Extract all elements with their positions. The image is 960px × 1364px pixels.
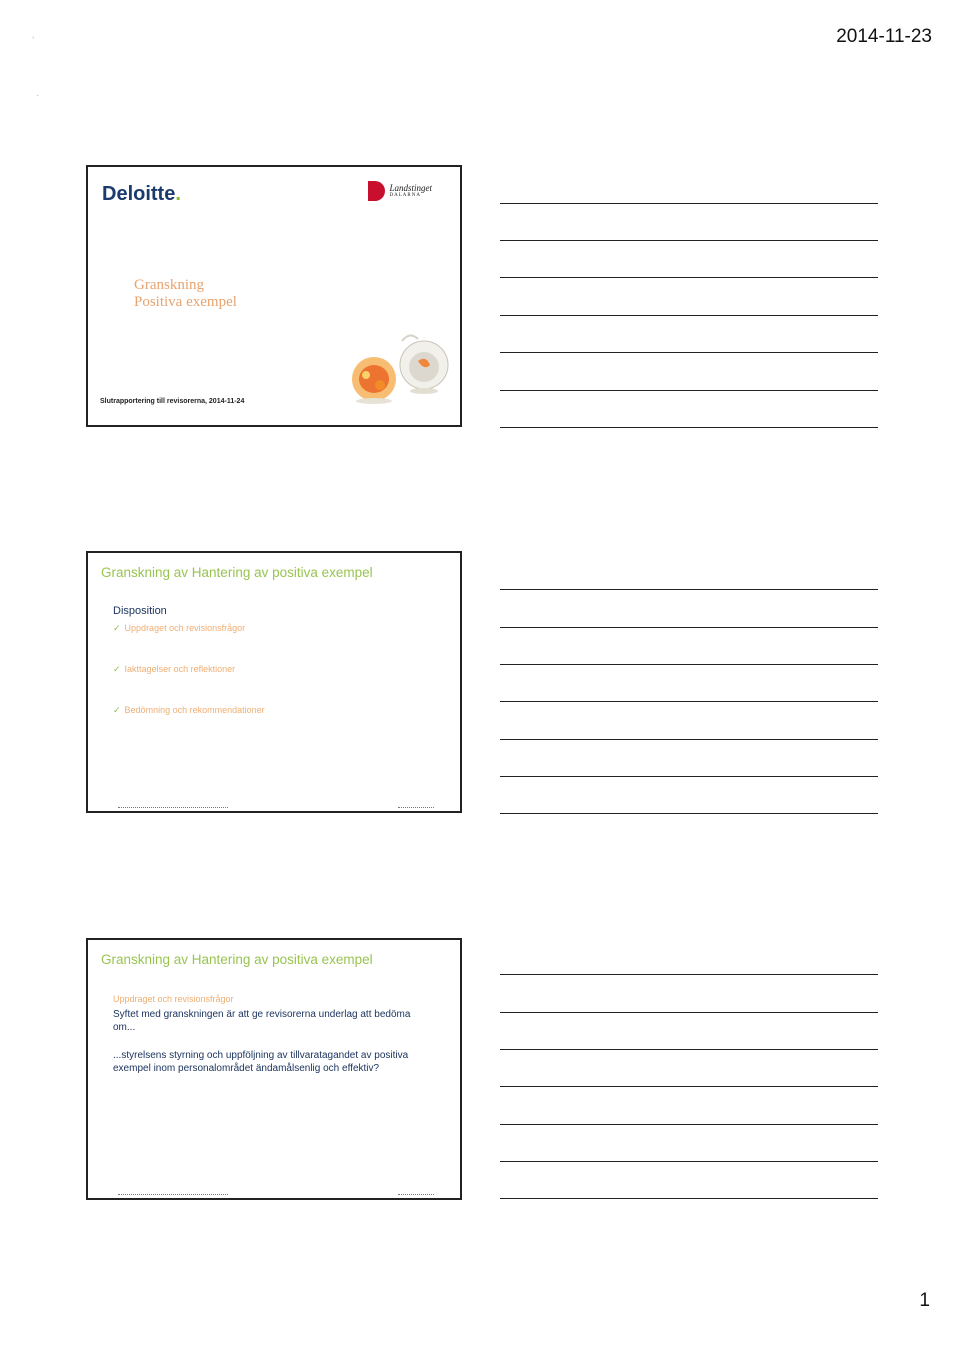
slide-copyright bbox=[398, 807, 434, 809]
note-line bbox=[500, 1124, 878, 1125]
landstinget-logo: Landstinget DALARNA bbox=[371, 181, 432, 201]
note-line bbox=[500, 427, 878, 428]
note-line bbox=[500, 1049, 878, 1050]
landstinget-mark-icon bbox=[371, 181, 385, 201]
slide-thumbnail-3 bbox=[86, 938, 462, 1200]
note-line bbox=[500, 1161, 878, 1162]
goldfish-bowls-image bbox=[344, 327, 456, 405]
slide-copyright bbox=[398, 1194, 434, 1196]
slide-title: Granskning av Hantering av positiva exempel bbox=[101, 565, 373, 580]
note-line bbox=[500, 1198, 878, 1199]
note-line bbox=[500, 352, 878, 353]
print-date: 2014-11-23 bbox=[836, 26, 932, 47]
slide-subtitle: Uppdraget och revisionsfrågor bbox=[113, 994, 234, 1004]
purpose-paragraph: Syftet med granskningen är att ge revisorerna underlag att bedöma om... bbox=[113, 1009, 411, 1033]
agenda-item: ✓ Iakttagelser och reflektioner bbox=[113, 664, 236, 674]
slide-footer-text bbox=[118, 807, 228, 809]
question-paragraph: ...styrelsens styrning och uppföljning av tillvaratagandet av positiva exempel inom personalområdet ändamålsenlig och effektiv? bbox=[113, 1050, 409, 1074]
slide-footer: Slutrapportering till revisorerna, 2014-11-24 bbox=[100, 398, 245, 405]
note-line bbox=[500, 627, 878, 628]
deloitte-logo: Deloitte. bbox=[102, 183, 181, 205]
check-icon: ✓ bbox=[113, 705, 121, 715]
note-line bbox=[500, 277, 878, 278]
scan-mark: ʼ bbox=[32, 36, 35, 47]
note-line bbox=[500, 203, 878, 204]
note-line bbox=[500, 589, 878, 590]
slide-title: Granskning Positiva exempel bbox=[134, 277, 237, 310]
agenda-item: ✓ Uppdraget och revisionsfrågor bbox=[113, 623, 246, 633]
note-line bbox=[500, 813, 878, 814]
slide-footer-text bbox=[118, 1194, 228, 1196]
disposition-label: Disposition bbox=[113, 605, 167, 617]
note-line bbox=[500, 974, 878, 975]
note-line bbox=[500, 701, 878, 702]
check-icon: ✓ bbox=[113, 664, 121, 674]
check-icon: ✓ bbox=[113, 623, 121, 633]
note-line bbox=[500, 664, 878, 665]
note-line bbox=[500, 390, 878, 391]
scan-mark: · bbox=[36, 90, 40, 101]
page-number: 1 bbox=[919, 1290, 930, 1311]
agenda-item: ✓ Bedömning och rekommendationer bbox=[113, 705, 265, 715]
note-line bbox=[500, 240, 878, 241]
note-line bbox=[500, 776, 878, 777]
slide-thumbnail-1 bbox=[86, 165, 462, 427]
note-line bbox=[500, 315, 878, 316]
note-line bbox=[500, 1086, 878, 1087]
slide-thumbnail-2 bbox=[86, 551, 462, 813]
note-line bbox=[500, 1012, 878, 1013]
note-line bbox=[500, 739, 878, 740]
slide-title: Granskning av Hantering av positiva exempel bbox=[101, 952, 373, 967]
